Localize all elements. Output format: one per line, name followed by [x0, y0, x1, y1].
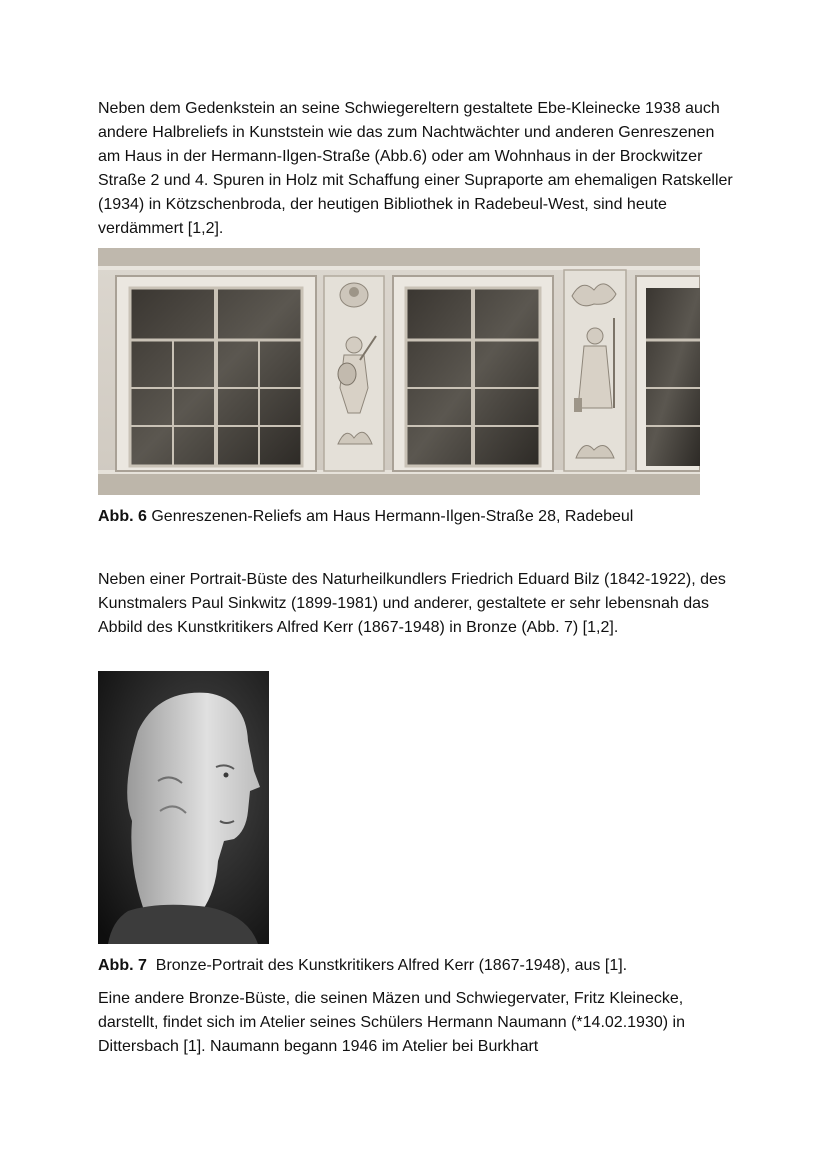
figure-7-caption — [98, 954, 738, 978]
figure-6-caption-text: Genreszenen-Reliefs am Haus Hermann-Ilgen-Straße 28, Radebeul — [151, 508, 634, 525]
figure-7-bronze-portrait-photo — [98, 671, 269, 944]
paragraph-intro: Neben dem Gedenkstein an seine Schwiegereltern gestaltete Ebe-Kleinecke 1938 auch andere Halbreliefs in Kunststein wie das zum Nachtwächter und anderen Genreszenen am Haus in der Hermann-Ilgen-Straße (Abb.6) oder am Wohnhaus in der Brockwitzer Straße 2 und 4. Spuren in Holz mit Schaffung einer Supraporte am ehemaligen Ratskeller (1934) in Kötzschenbroda, der heutigen Bibliothek in Radebeul-West, sind heute verdämmert [1,2]. — [98, 100, 733, 237]
figure-7-caption-text: Bronze-Portrait des Kunstkritikers Alfred Kerr (1867-1948), aus [1]. — [155, 957, 628, 974]
window-center — [393, 276, 553, 471]
window-right-partial — [636, 276, 700, 471]
paragraph-portraits: Neben einer Portrait-Büste des Naturheilkundlers Friedrich Eduard Bilz (1842-1922), des Kunstmalers Paul Sinkwitz (1899-1981) und anderer, gestaltete er sehr lebensnah das Abbild des Kunstkritikers Alfred Kerr (1867-1948) in Bronze (Abb. 7) [1,2]. — [98, 571, 726, 636]
figure-6-caption — [98, 505, 738, 529]
window-left — [116, 276, 316, 471]
figure-6-label: Abb. 6 — [98, 508, 147, 525]
relief-column-right — [564, 270, 626, 471]
figure-7-label: Abb. 7 — [98, 957, 147, 974]
figure-6-facade-reliefs-photo — [98, 248, 700, 495]
relief-column-left — [324, 276, 384, 471]
paragraph-bronze-bust: Eine andere Bronze-Büste, die seinen Mäzen und Schwiegervater, Fritz Kleinecke, darstellt, findet sich im Atelier seines Schülers Hermann Naumann (*14.02.1930) in Dittersbach [1]. Naumann begann 1946 im Atelier bei Burkhart — [98, 990, 685, 1055]
